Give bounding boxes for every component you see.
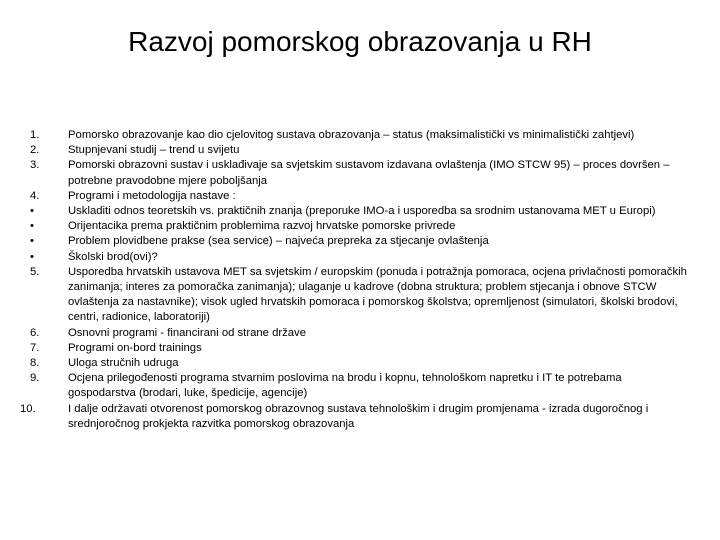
list-item-text: I dalje održavati otvorenost pomorskog obrazovnog sustava tehnološkim i drugim promjenama - izrada dugoročnog i srednjoročnog prokjekta razvitka pomorskog obrazovanja bbox=[68, 402, 649, 430]
list-marker: 5. bbox=[30, 265, 40, 278]
list-item bbox=[20, 402, 690, 432]
list-marker: 8. bbox=[30, 357, 40, 370]
list-item bbox=[30, 326, 690, 341]
list-marker: 4. bbox=[30, 189, 40, 202]
list-item bbox=[30, 189, 690, 204]
list-marker: 9. bbox=[30, 372, 40, 385]
list-item-text: Osnovni programi - financirani od strane države bbox=[68, 326, 306, 339]
bullet-marker: • bbox=[30, 205, 34, 218]
list-item bbox=[30, 143, 690, 158]
list-item-text: Ocjena prilegođenosti programa stvarnim poslovima na brodu i kopnu, tehnološkom napretku i IT te potrebama gospodarstva (brodari, luke, špedicije, agencije) bbox=[68, 372, 622, 400]
list-marker: 3. bbox=[30, 159, 40, 172]
list-marker: 7. bbox=[30, 341, 40, 354]
list-item-text: Programi on-bord trainings bbox=[68, 341, 202, 354]
list-item bbox=[30, 265, 690, 326]
list-item bbox=[30, 341, 690, 356]
list-item bbox=[30, 204, 690, 219]
bullet-marker: • bbox=[30, 220, 34, 233]
list-item-text: Pomorski obrazovni sustav i usklađivaje sa svjetskim sustavom izdavana ovlaštenja (IMO STCW 95) – proces dovršen – potrebne pravodobne mjere poboljšanja bbox=[68, 159, 670, 187]
list-item-text: Programi i metodologija nastave : bbox=[68, 189, 236, 202]
list-item-text: Uskladiti odnos teoretskih vs. praktičnih znanja (preporuke IMO-a i usporedba sa srodnim ustanovama MET u Europi) bbox=[68, 205, 656, 218]
list-item-text: Orijentacika prema praktičnim problemima razvoj hrvatske pomorske privrede bbox=[68, 220, 456, 233]
list-marker: 10. bbox=[20, 402, 36, 415]
list-item bbox=[30, 219, 690, 234]
slide-title: Razvoj pomorskog obrazovanja u RH bbox=[128, 26, 592, 57]
list-marker: 6. bbox=[30, 326, 40, 339]
list-item-text: Problem plovidbene prakse (sea service) – najveća prepreka za stjecanje ovlaštenja bbox=[68, 235, 489, 248]
list-item-text: Školski brod(ovi)? bbox=[68, 250, 158, 263]
list-marker: 2. bbox=[30, 144, 40, 157]
bullet-marker: • bbox=[30, 235, 34, 248]
list-item-text: Stupnjevani studij – trend u svijetu bbox=[68, 144, 240, 157]
list-item-text: Uloga stručnih udruga bbox=[68, 357, 179, 370]
list-item bbox=[30, 234, 690, 249]
list-item bbox=[30, 158, 690, 188]
list-item bbox=[30, 250, 690, 265]
list-item bbox=[30, 371, 690, 401]
content-list bbox=[20, 128, 690, 432]
bullet-marker: • bbox=[30, 250, 34, 263]
list-item-text: Pomorsko obrazovanje kao dio cjelovitog sustava obrazovanja – status (maksimalistički vs minimalistički zahtjevi) bbox=[68, 129, 635, 141]
list-item-text: Usporedba hrvatskih ustavova MET sa svjetskim / europskim (ponuda i potražnja pomoraca, ocjena privlačnosti pomoračkih zanimanja; interes za pomoračka zanimanja); ulaganje u kadrove (dobna struktura; problem stjecanja i obnove STCW ovlaštenja za nastavnike); visok ugled hrvatskih pomoraca i pomorskog školstva; opremljenost (simulatori, školski brodovi, centri, radionice, laboratoriji) bbox=[68, 265, 687, 324]
list-item bbox=[30, 128, 690, 143]
list-item bbox=[30, 356, 690, 371]
list-marker: 1. bbox=[30, 129, 40, 141]
